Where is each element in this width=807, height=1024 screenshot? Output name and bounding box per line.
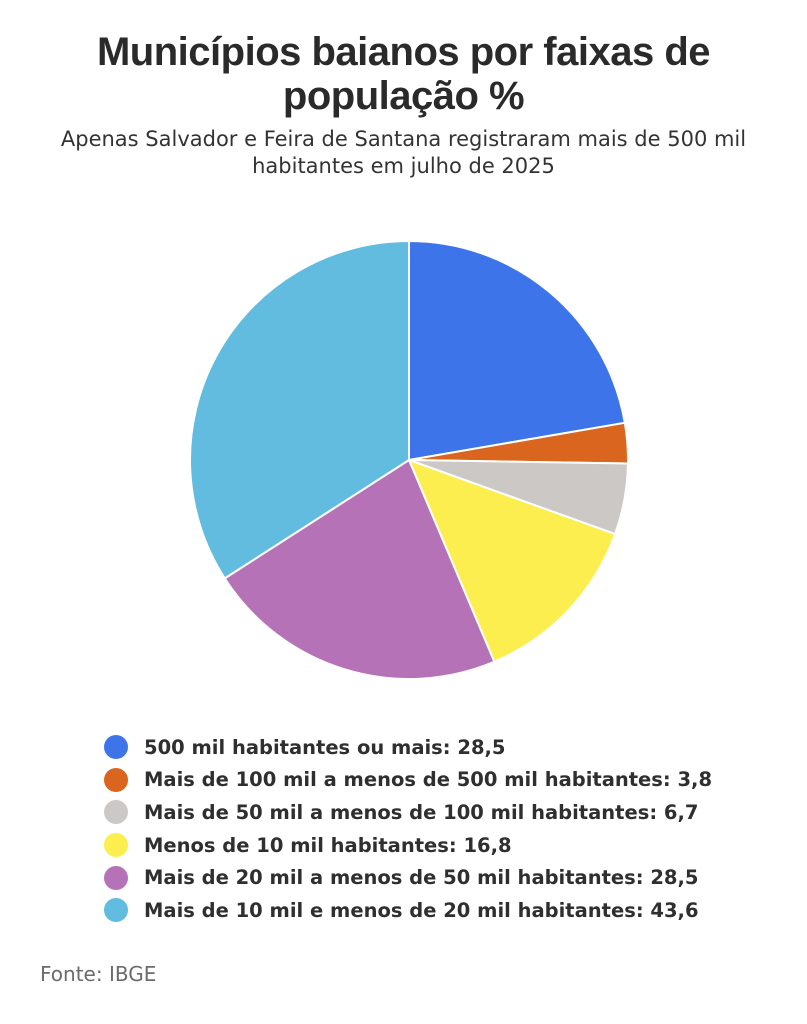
source-note: Fonte: IBGE bbox=[40, 962, 157, 986]
legend-label: Mais de 50 mil a menos de 100 mil habitantes: 6,7 bbox=[144, 800, 699, 824]
chart-title-line-1: Municípios baianos por faixas de bbox=[96, 30, 711, 74]
legend-item-6 bbox=[104, 894, 712, 927]
legend-swatch-icon bbox=[104, 735, 128, 759]
legend-item-3 bbox=[104, 796, 712, 829]
legend-label: Mais de 10 mil e menos de 20 mil habitantes: 43,6 bbox=[144, 898, 699, 922]
legend-item-1 bbox=[104, 731, 712, 764]
legend-swatch-icon bbox=[104, 898, 128, 922]
legend-label: 500 mil habitantes ou mais: 28,5 bbox=[144, 735, 506, 759]
pie-slice-1 bbox=[409, 241, 625, 460]
legend-label: Mais de 20 mil a menos de 50 mil habitantes: 28,5 bbox=[144, 866, 699, 890]
legend-item-4 bbox=[104, 829, 712, 862]
chart-legend bbox=[104, 731, 712, 927]
legend-item-2 bbox=[104, 764, 712, 797]
legend-label: Mais de 100 mil a menos de 500 mil habitantes: 3,8 bbox=[144, 768, 713, 792]
legend-swatch-icon bbox=[104, 768, 128, 792]
pie-chart bbox=[0, 220, 807, 700]
chart-subtitle-line-1: Apenas Salvador e Feira de Santana registraram mais de 500 mil bbox=[60, 127, 747, 151]
chart-subtitle-line-2: habitantes em julho de 2025 bbox=[252, 154, 555, 178]
legend-label: Menos de 10 mil habitantes: 16,8 bbox=[144, 833, 512, 857]
chart-subtitle bbox=[40, 126, 767, 180]
legend-item-5 bbox=[104, 861, 712, 894]
legend-swatch-icon bbox=[104, 833, 128, 857]
chart-title bbox=[0, 30, 807, 118]
legend-swatch-icon bbox=[104, 866, 128, 890]
chart-title-line-2: população % bbox=[282, 74, 525, 118]
legend-swatch-icon bbox=[104, 800, 128, 824]
